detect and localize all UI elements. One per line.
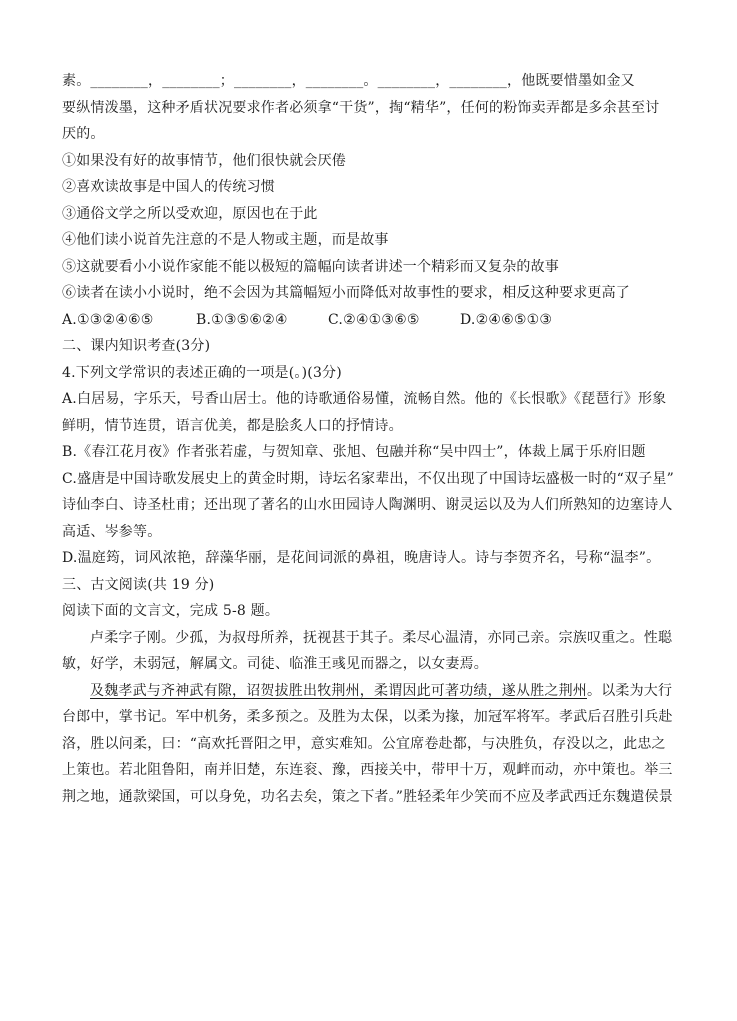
classical-text-para-2-line-5: 荆之地，通款梁国，可以身免，功名去矣，策之下者。”胜轻柔年少笑而不应及孝武西迁东魏遣侯景 [62,788,673,805]
classical-text-para-2-line-1 [62,678,682,705]
question-4: 4.下列文学常识的表述正确的一项是(。)(3分) [62,364,342,381]
question-4-option-c-line-2: 诗仙李白、诗圣杜甫；还出现了著名的山水田园诗人陶渊明、谢灵运以及为人们所熟知的边塞诗人 [62,497,673,513]
classical-text-para-2-line-4: 上策也。若北阻鲁阳，南并旧楚，东连衮、豫，西接关中，带甲十万，观衅而动，亦中策也。举三 [62,762,673,778]
passage-line-1: 素。________，________；________，________。________，________，他既要惜墨如金又 [62,73,635,89]
question-4-option-c-line-1: C.盛唐是中国诗歌发展史上的黄金时期，诗坛名家辈出，不仅出现了中国诗坛盛极一时的“双子星” [62,470,674,487]
question-4-option-d: D.温庭筠，词风浓艳，辞藻华丽，是花间词派的鼻祖，晚唐诗人。诗与李贺齐名，号称“温李”。 [62,550,661,566]
section-3-heading: 三、古文阅读(共 19 分) [62,576,215,593]
option-a: A.①③②④⑥⑤ [62,311,154,328]
question-4-option-a-line-2: 鲜明，情节连贯，语言优美，都是脍炙人口的抒情诗。 [62,417,403,434]
sentence-item-2: ②喜欢读故事是中国人的传统习惯 [62,179,275,195]
classical-text-para-1-line-1: 卢柔字子刚。少孤，为叔母所养，抚视甚于其子。柔尽心温清，亦同己亲。宗族叹重之。性聪 [90,629,673,646]
section-3-instruction: 阅读下面的文言文，完成 5-8 题。 [62,603,280,619]
classical-text-para-2-line-3: 洛，胜以问柔，曰：“高欢托晋阳之甲，意实难知。公宜席卷赴都，与决胜负，存没以之，此忠之 [62,735,666,752]
option-c: C.②④①③⑥⑤ [328,311,420,328]
para-2-line-1-rest: 。以柔为大行 [587,682,673,699]
document-page [62,68,682,810]
sentence-item-6: ⑥读者在读小小说时，绝不会因为其篇幅短小而降低对故事性的要求，相反这种要求更高了 [62,285,630,301]
sentence-item-4: ④他们读小说首先注意的不是人物或主题，而是故事 [62,232,389,248]
sentence-item-1: ①如果没有好的故事情节，他们很快就会厌倦 [62,152,346,169]
option-d: D.②④⑥⑤①③ [460,311,553,328]
question-4-option-b: B.《春江花月夜》作者张若虚，与贺知章、张旭、包融并称“吴中四士”，体裁上属于乐府旧题 [62,444,646,460]
question-4-option-c-line-3: 高适、岑参等。 [62,523,162,540]
underlined-sentence: 及魏孝武与齐神武有隙，诏贺拔胜出牧荆州，柔谓因此可著功绩，遂从胜之荆州 [90,682,587,699]
classical-text-para-1-line-2: 敏，好学，未弱冠，解属文。司徒、临淮王彧见而器之，以女妻焉。 [62,656,488,672]
passage-line-2: 要纵情泼墨，这种矛盾状况要求作者必须拿“干货”，掏“精华”，任何的粉饰卖弄都是多余甚至讨 [62,99,660,116]
option-b: B.①③⑤⑥②④ [196,311,288,328]
sentence-item-3: ③通俗文学之所以受欢迎，原因也在于此 [62,205,318,222]
question-4-option-a-line-1: A.白居易，字乐天，号香山居士。他的诗歌通俗易懂，流畅自然。他的《长恨歌》《琵琶行》形象 [62,391,667,407]
classical-text-para-2-line-2: 台郎中，掌书记。军中机务，柔多预之。及胜为太保，以柔为掾，加冠军将军。孝武后召胜引兵赴 [62,709,673,725]
answer-options [62,307,682,334]
section-2-heading: 二、课内知识考查(3分) [62,338,211,354]
passage-line-3: 厌的。 [62,126,105,142]
sentence-item-5: ⑤这就要看小小说作家能不能以极短的篇幅向读者讲述一个精彩而又复杂的故事 [62,258,559,275]
